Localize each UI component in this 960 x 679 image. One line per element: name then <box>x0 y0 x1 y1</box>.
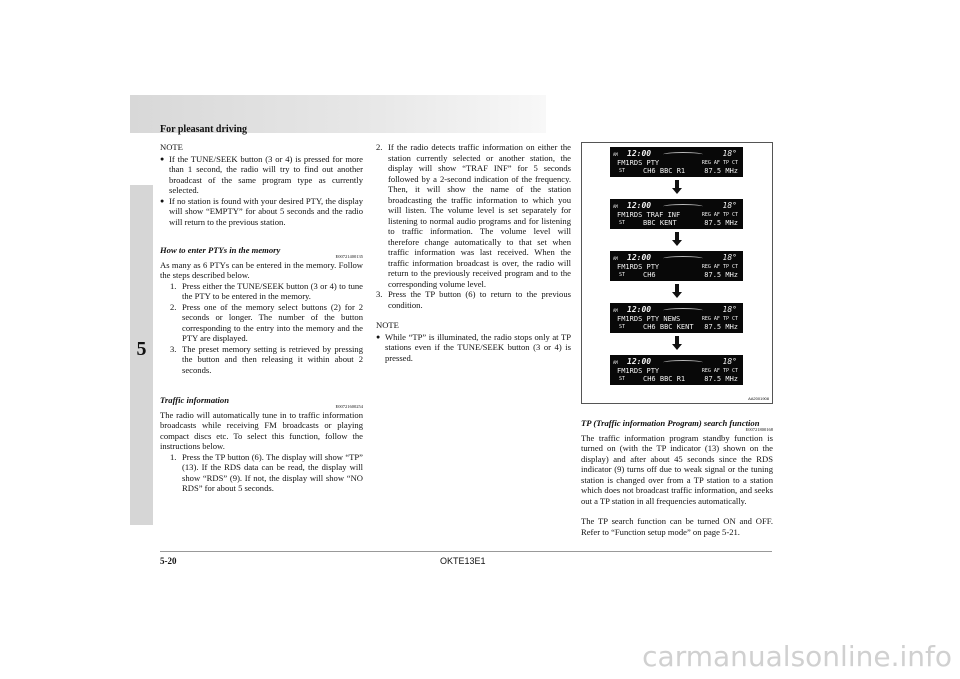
numbered-step: 2. If the radio detects traffic information on either the station currently selected or another station, the display will show “TRAF INF” for 5 seconds followed by a 2-second indication of the frequency. Then, it will show the name of the station broadcasting the traffic information to which you will listen. The volume level is set separately for listening to normal audio programs and for listening to traffic information. The volume level will therefore change automatically to that set when traffic information was last received. When the traffic information broadcast is over, the radio will return to the previously received program and to the corresponding volume level. <box>376 142 571 289</box>
numbered-step: 3. Press the TP button (6) to return to the previous condition. <box>376 289 571 310</box>
numbered-step: 3. The preset memory setting is retrieved by pressing the button and then releasing it within about 2 seconds. <box>170 343 363 375</box>
numbered-step: 2. Press one of the memory select buttons (2) for 2 seconds or longer. The number of the button corresponding to the entry into the memory and the PTY are displayed. <box>170 301 363 343</box>
section-heading <box>581 418 773 429</box>
dial-icon <box>663 204 703 209</box>
arrow-down-icon <box>672 180 682 194</box>
bullet-icon: ● <box>160 196 165 205</box>
lcd-am: AM <box>613 308 618 313</box>
page-header-title: For pleasant driving <box>160 124 248 135</box>
dial-icon <box>663 308 703 313</box>
lcd-flags: REG AF TP CT <box>701 160 738 166</box>
lcd-frequency: 87.5 MHz <box>704 323 738 331</box>
lcd-band: FM1RDS PTY <box>617 159 660 167</box>
lcd-am: AM <box>613 256 618 261</box>
column-right <box>581 418 773 537</box>
lcd-clock: 12:00 <box>627 201 652 210</box>
dial-icon <box>663 360 703 365</box>
lcd-stereo: ST <box>619 324 626 330</box>
lcd-panel <box>610 303 743 333</box>
section-code: E00721400135 <box>335 253 363 259</box>
paragraph: The TP search function can be turned ON and OFF. Refer to “Function setup mode” on page 5-21. <box>581 516 773 537</box>
lcd-temp: 18° <box>722 253 737 262</box>
lcd-clock: 12:00 <box>627 305 652 314</box>
lcd-band: FM1RDS PTY <box>617 367 660 375</box>
lcd-frequency: 87.5 MHz <box>704 167 738 175</box>
figure-code: AA2001908 <box>748 396 769 401</box>
lcd-clock: 12:00 <box>627 253 652 262</box>
watermark-logo: carmanualsonline.info <box>642 640 952 673</box>
section-title: Traffic information <box>160 395 229 405</box>
lcd-band: FM1RDS TRAF INF <box>617 211 681 219</box>
radio-display-figure <box>581 142 773 404</box>
arrow-down-icon <box>672 232 682 246</box>
lcd-station: CH6 BBC KENT <box>643 323 694 331</box>
lcd-temp: 18° <box>722 305 737 314</box>
bullet-icon: ● <box>376 332 381 341</box>
lcd-frequency: 87.5 MHz <box>704 219 738 227</box>
lcd-band: FM1RDS PTY NEWS <box>617 315 681 323</box>
lcd-station: CH6 BBC R1 <box>643 375 686 383</box>
lcd-panel <box>610 251 743 281</box>
lcd-temp: 18° <box>722 357 737 366</box>
section-code: E00721800168 <box>745 426 773 432</box>
section-title: How to enter PTYs in the memory <box>160 245 281 255</box>
lcd-stereo: ST <box>619 376 626 382</box>
bullet-icon: ● <box>160 154 165 163</box>
dial-icon <box>663 256 703 261</box>
lcd-station: CH6 <box>643 271 656 279</box>
note-bullet: ● If the TUNE/SEEK button (3 or 4) is pressed for more than 1 second, the radio will try to find out another broadcast of the same program type as currently selected. <box>160 153 363 195</box>
footer-rule <box>160 551 772 552</box>
document-code: OKTE13E1 <box>440 556 486 566</box>
column-middle <box>376 142 571 363</box>
numbered-step: 1. Press the TP button (6). The display will show “TP” (13). If the RDS data can be read, the display will show “RDS” (9). If not, the display will show “NO RDS” for about 5 seconds. <box>170 451 363 493</box>
chapter-number: 5 <box>136 338 147 360</box>
lcd-clock: 12:00 <box>627 149 652 158</box>
lcd-panel <box>610 147 743 177</box>
lcd-station: CH6 BBC R1 <box>643 167 686 175</box>
lcd-temp: 18° <box>722 201 737 210</box>
note-bullet: ● While “TP” is illuminated, the radio stops only at TP stations even if the TUNE/SEEK button (3 or 4) is pressed. <box>376 331 571 363</box>
lcd-band: FM1RDS PTY <box>617 263 660 271</box>
lcd-flags: REG AF TP CT <box>701 264 738 270</box>
arrow-down-icon <box>672 284 682 298</box>
paragraph: The traffic information program standby function is turned on (with the TP indicator (13) shown on the display) and after about 45 seconds since the RDS indicator (9) turns off due to weak signal or the tuning station is changed over from a TP station to a station which does not broadcast traffic information, and seeks out a TP station in all frequencies automatically. <box>581 432 773 506</box>
section-code: E00721600254 <box>335 403 363 409</box>
lcd-flags: REG AF TP CT <box>701 212 738 218</box>
note-label: NOTE <box>376 320 399 330</box>
dial-icon <box>663 152 703 157</box>
section-intro: As many as 6 PTYs can be entered in the memory. Follow the steps described below. <box>160 259 363 280</box>
arrow-down-icon <box>672 336 682 350</box>
lcd-temp: 18° <box>722 149 737 158</box>
numbered-step: 1. Press either the TUNE/SEEK button (3 or 4) to tune the PTY to be entered in the memory. <box>170 280 363 301</box>
column-left <box>160 142 363 494</box>
lcd-stereo: ST <box>619 272 626 278</box>
lcd-am: AM <box>613 360 618 365</box>
lcd-clock: 12:00 <box>627 357 652 366</box>
lcd-flags: REG AF TP CT <box>701 316 738 322</box>
section-title: TP (Traffic information Program) search function <box>581 418 760 428</box>
lcd-am: AM <box>613 152 618 157</box>
lcd-frequency: 87.5 MHz <box>704 271 738 279</box>
lcd-stereo: ST <box>619 220 626 226</box>
lcd-am: AM <box>613 204 618 209</box>
lcd-station: BBC KENT <box>643 219 677 227</box>
section-intro: The radio will automatically tune in to traffic information broadcasts while receiving FM broadcasts or playing compact discs etc. To select this function, follow the instructions below. <box>160 409 363 451</box>
note-label: NOTE <box>160 142 183 152</box>
lcd-stereo: ST <box>619 168 626 174</box>
lcd-frequency: 87.5 MHz <box>704 375 738 383</box>
lcd-panel <box>610 355 743 385</box>
note-bullet: ● If no station is found with your desired PTY, the display will show “EMPTY” for about 5 seconds and the radio will return to the previous station. <box>160 195 363 227</box>
lcd-panel <box>610 199 743 229</box>
page-number: 5-20 <box>160 556 177 566</box>
lcd-flags: REG AF TP CT <box>701 368 738 374</box>
